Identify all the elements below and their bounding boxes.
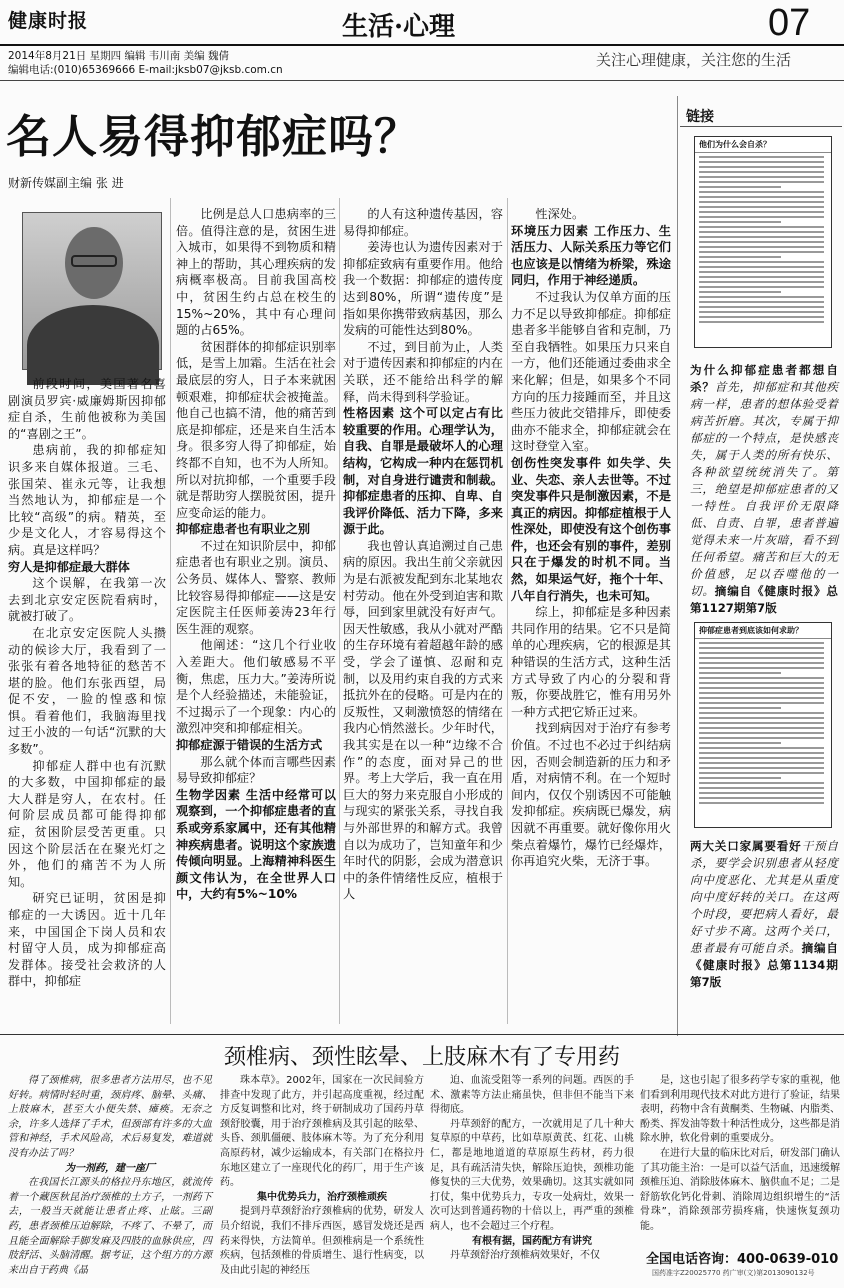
sidebar-item-source: 摘编自《健康时报》总第1127期第7版 [690, 584, 838, 615]
thumbnail-line [699, 772, 824, 774]
thumbnail-line [699, 692, 824, 694]
subheading: 创伤性突发事件 如失学、失业、失恋、亲人去世等。不过突发事件只是制激因素，不是真正的病因。抑郁症植根于人性深处，即使没有这个创伤事件，也还会有别的事件，差别只在于爆发的时机不同。当然，如果运气好，拖个十年、八年自行消失，也未可知。 [511, 455, 671, 603]
thumbnail-line [699, 256, 781, 258]
sidebar-item-2 [690, 838, 838, 991]
thumbnail-line [699, 186, 781, 188]
subheading: 集中优势兵力，治疗颈椎顽疾 [257, 1191, 387, 1203]
thumbnail-line [699, 271, 824, 273]
thumbnail-line [699, 687, 824, 689]
thumbnail-line [699, 702, 824, 704]
subheading: 穷人是抑郁症最大群体 [8, 559, 130, 574]
thumbnail-line [699, 196, 824, 198]
newspaper-logo: 健康时报 [8, 10, 89, 32]
thumbnail-text-lines [695, 642, 831, 804]
paragraph: 在进行大量的临床比对后，研发部门确认了其功能主治：一是可以益气活血，迅速缓解颈椎压迫、消除肢体麻木、脑供血不足；二是舒筋软化钙化骨刺、消除周边组织增生的“活骨珠”，消除颈部劳损疼痛，快速恢复颈功能。 [640, 1147, 840, 1232]
article-headline: 名人易得抑郁症吗？ [6, 110, 421, 163]
subheading: 性格因素 这个可以定占有比较重要的作用。心理学认为，自我、自罪是最破坏人的心理结构，它构成一种内在惩罚机制，对自身进行谴责和制裁。抑郁症患者的压抑、自卑、自我评价降低、活力下降，多来源于此。 [343, 406, 503, 537]
subheading: 生物学因素 生活中经常可以观察到，一个抑郁症患者的直系或旁系家属中，还有其他精神疾病患者。说明这个家族遗传倾向明显。上海精神科医生颜文伟认为，在全世界人口中，大约有5%~10% [176, 787, 336, 902]
contact-info: 编辑电话:(010)65369666 E-mail:jksb07@jksb.com.cn [8, 64, 283, 76]
paragraph: 珠本草》。2002年，国家在一次民间验方排查中发现了此方，并引起高度重视，经过配方反复调整和比对，终于研制成功了国药丹草颈舒胶囊，用于治疗颈椎病及其引起的眩晕、头昏、颈肌僵硬、肢体麻木等。为了充分利用高原药材，减少运输成本，有关部门在格拉丹东地区建立了一座现代化的药厂，用于生产该药。 [220, 1075, 424, 1189]
column-divider [339, 198, 340, 1024]
thumbnail-line [699, 291, 781, 293]
thumbnail-line [699, 166, 824, 168]
thumbnail-line [699, 301, 824, 303]
thumbnail-line [699, 221, 781, 223]
column-divider [507, 198, 508, 1024]
thumbnail-line [699, 787, 824, 789]
author-photo-body [27, 305, 159, 385]
thumbnail-text-lines [695, 156, 831, 323]
ad-column-2 [220, 1074, 424, 1276]
sidebar-item-lead: 为什么抑郁症患者都想自杀？ [690, 363, 838, 394]
paragraph: 姜涛也认为遗传因素对于抑郁症致病有重要作用。他给我一个数据：抑郁症的遗传度达到80%，所谓“遗传度”是指如果你携带致病基因，那么发病的可能性达到80%。 [343, 240, 503, 338]
thumbnail-line [699, 246, 824, 248]
thumbnail-line [699, 306, 824, 308]
sidebar-item-body: 干预自杀，要学会识别患者从轻度向中度恶化、尤其是从重度向中度好转的关口。在这两个时段，要把病人看好，最好寸步不离。这两个关口，患者最有可能自杀。 [690, 839, 838, 955]
thumbnail-line [699, 712, 824, 714]
sidebar-item-source: 摘编自《健康时报》总第1134期第7版 [690, 941, 838, 989]
subheading: 抑郁症患者也有职业之别 [176, 522, 311, 537]
issue-info: 2014年8月21日 星期四 编辑 韦川南 美编 魏倩 [8, 50, 229, 62]
paragraph: 丹草颈舒治疗颈椎病效果好，不仅 [450, 1250, 600, 1262]
thumbnail-line [699, 251, 824, 253]
thumbnail-line [699, 316, 824, 318]
thumbnail-line [699, 181, 824, 183]
article-column-2 [176, 206, 336, 1024]
paragraph: 我也曾认真追溯过自己患病的原因。我出生前父亲就因为是右派被发配到东北某地农村劳动。他在外受到迫害和欺辱，回到家里就没有好声气。因天性敏感，我从小就对严酷的生存环境有着超越年龄的感受，学会了谨慎、忍耐和克制，以及用约束自我的方式来抵抗外在的侵略。可是内在的反叛性，又刺激愤怒的情绪在我内心悄然滋长。少年时代，我其实是在以一种“边缘不合作”的态度，面对异己的世界。考上大学后，我一直在用巨大的努力来克服自小形成的与现实的紧张关系，寻找自我与外部世界的和解方式。我曾自以为成功了，岂知童年和少年时代的阴影，会成为潜意识中的条件情绪性反应，植根于人 [343, 538, 503, 902]
paragraph: 这个误解，在我第一次去到北京安定医院看病时，就被打破了。 [8, 576, 166, 624]
thumbnail-line [699, 662, 824, 664]
paragraph: 在我国长江源头的格拉丹东地区，就流传着一个藏医秋昆治疗颈椎的土方子，一剂药下去，一般当天就能让患者止疼、止眩。三副药，患者颈椎压迫解除，不疼了、不晕了，而且能全面解除手脚发麻及四肢的血脉供应，四肢舒活、头脑清醒。据考证，这个组方的方源来出自于药典《晶 [8, 1177, 212, 1276]
thumbnail-title: 他们为什么会自杀？ [695, 137, 831, 153]
related-page-thumbnail [694, 136, 832, 348]
thumbnail-line [699, 261, 824, 263]
thumbnail-line [699, 311, 824, 313]
thumbnail-line [699, 206, 824, 208]
thumbnail-line [699, 176, 824, 178]
thumbnail-line [699, 191, 824, 193]
sidebar-item-lead: 两大关口家属要看好 [690, 839, 802, 853]
ad-headline: 颈椎病、颈性眩晕、上肢麻木有了专用药 [223, 1045, 620, 1070]
ad-column-4 [640, 1074, 840, 1246]
thumbnail-line [699, 707, 781, 709]
thumbnail-line [699, 722, 824, 724]
paragraph: 研究已证明，贫困是抑郁症的一大诱因。近十几年来，中国国企下岗人员和农村留守人员，成为抑郁症高发群体。接受社会救济的人群中，抑郁症 [8, 891, 166, 989]
thumbnail-line [699, 682, 824, 684]
section-title: 生活·心理 [342, 12, 456, 42]
header-rule-bottom [0, 80, 844, 81]
article-column-4 [511, 206, 671, 1024]
thumbnail-line [699, 647, 824, 649]
paragraph: 的人有这种遗传基因，容易得抑郁症。 [343, 207, 503, 238]
section-slogan: 关注心理健康，关注您的生活 [596, 51, 792, 69]
thumbnail-line [699, 296, 824, 298]
paragraph: 不过，到目前为止，人类对于遗传因素和抑郁症的内在关联，还不能给出科学的解释，尚未得到科学验证。 [343, 339, 503, 404]
thumbnail-line [699, 286, 824, 288]
sidebar-title-rule [680, 126, 842, 127]
ad-column-1 [8, 1074, 212, 1276]
paragraph: 患病前，我的抑郁症知识多来自媒体报道。三毛、张国荣、崔永元等，让我想当然地认为，抑郁症是一个比较“高级”的病。精英，至少是文化人，才容易得这个病。真是这样吗？ [8, 443, 166, 557]
paragraph: 在北京安定医院人头攒动的候诊大厅，我看到了一张张有着各地特征的愁苦不堪的脸。他们东张西望，局促不安，一脸的惶惑和惊惧。看着他们，我脑海里找过王小波的一句话“沉默的大多数”。 [8, 625, 166, 757]
thumbnail-title: 抑郁症患者到底该如何求助？ [695, 623, 831, 639]
thumbnail-line [699, 672, 781, 674]
thumbnail-line [699, 782, 824, 784]
thumbnail-line [699, 231, 824, 233]
thumbnail-line [699, 737, 824, 739]
article-column-3 [343, 206, 503, 1024]
sidebar-item-1 [690, 362, 838, 617]
paragraph: 不过我认为仅单方面的压力不足以导致抑郁症。抑郁症患者多半能够自省和克制，乃至自我牺牲。如果压力只来自一方，他们还能通过委曲求全来化解；但是，如果多个不同方向的压力接踵而至，并且这些压力彼此交错排斥，即使委曲亦不能求全，抑郁症就会在这时登堂入室。 [511, 289, 671, 454]
thumbnail-line [699, 762, 824, 764]
subheading: 抑郁症源于错误的生活方式 [176, 738, 323, 752]
thumbnail-line [699, 201, 824, 203]
thumbnail-line [699, 321, 824, 323]
thumbnail-line [699, 677, 824, 679]
paragraph: 得了颈椎病，很多患者方法用尽，也不见好转。病情时轻时重，颈肩疼、脑晕、头痛、上肢麻木，甚至大小便失禁、瘫痪。无奈之余，许多人选择了手术，但颈部有许多的大血管和神经，手术风险高，术后易复发，难道就没有办法了吗？ [8, 1075, 212, 1159]
paragraph: 不过在知识阶层中，抑郁症患者也有职业之别。演员、公务员、媒体人、警察、教师比较容易得抑郁症——这是安定医院主任医师姜涛23年行医生涯的观察。 [176, 538, 336, 636]
subheading: 有根有据，国药配方有讲究 [472, 1235, 592, 1247]
thumbnail-line [699, 236, 824, 238]
thumbnail-line [699, 161, 824, 163]
ad-divider [0, 1034, 844, 1035]
subheading: 为一剂药，建一座厂 [65, 1162, 155, 1174]
column-divider [170, 198, 171, 1024]
thumbnail-line [699, 657, 824, 659]
subheading: 环境压力因素 工作压力、生活压力、人际关系压力等它们也应该是以情绪为桥梁，殊途同归，作用于神经递质。 [511, 223, 671, 288]
thumbnail-line [699, 156, 824, 158]
thumbnail-line [699, 226, 824, 228]
paragraph: 比例是总人口患病率的三倍。值得注意的是，贫困生进入城市，如果得不到物质和精神上的帮助，其心理疾病的发病概率极高。目前我国高校中，贫困生约占总在校生的15%~20%，其中有心理问题的占65%。 [176, 207, 336, 338]
thumbnail-line [699, 241, 824, 243]
sidebar-item-body: 首先，抑郁症和其他疾病一样，患者的想体验受着病苦折磨。其次，专属于抑郁症的一个特点，是快感丧失，属于人类的所有快乐、各种欲望统统消失了。第三，绝望是抑郁症患者的又一特性。自我评价无限降低、自责、自罪，患者普遍觉得未来一片灰暗，看不到任何希望。痛苦和巨大的无价值感，足以吞噬他的一切。 [690, 380, 838, 598]
paragraph: 综上，抑郁症是多种因素共同作用的结果。它不只是简单的心理疾病，它的根源是其种错误的生活方式，这种生活方式导致了内心的分裂和背叛，你要战胜它，惟有用另外一种方式把它矫正过来。 [511, 605, 671, 719]
thumbnail-line [699, 281, 824, 283]
paragraph: 抑郁症人群中也有沉默的大多数，中国抑郁症的最大人群是穷人，在农村。任何阶层成员都可能得抑郁症，贫困阶层受苦更重。只因这个阶层活在在聚光灯之外，他们的痛苦不为人所知。 [8, 758, 166, 889]
thumbnail-line [699, 652, 824, 654]
thumbnail-line [699, 697, 824, 699]
paragraph: 找到病因对于治疗有参考价值。不过也不必过于纠结病因，否则会制造新的压力和矛盾，对病情不利。在一个短时间内，仅仅个别诱因不可能触发抑郁症。疾病既已爆发，病因就不再重要。就好像你用火柴点着爆竹，爆竹已经爆炸，你再追究火柴，无济于事。 [511, 721, 671, 869]
sidebar-title: 链接 [686, 109, 714, 125]
author-photo-glasses [71, 255, 117, 267]
thumbnail-line [699, 216, 824, 218]
ad-phone: 全国电话咨询：400-0639-010 [646, 1252, 839, 1267]
article-column-1 [8, 376, 166, 1024]
thumbnail-line [699, 792, 824, 794]
thumbnail-line [699, 727, 824, 729]
thumbnail-line [699, 767, 824, 769]
related-page-thumbnail [694, 622, 832, 828]
ad-column-3 [430, 1074, 634, 1264]
thumbnail-line [699, 642, 824, 644]
thumbnail-line [699, 732, 824, 734]
thumbnail-line [699, 276, 824, 278]
paragraph: 性深处。 [535, 207, 585, 221]
thumbnail-line [699, 757, 824, 759]
paragraph: 贫困群体的抑郁症识别率低，是雪上加霜。生活在社会最底层的穷人，日子本来就困顿艰难，抑郁症状会被掩盖。他自己也搞不清，他的痛苦到底是抑郁症，还是来自生活本身。很多穷人得了抑郁症，始终都不自知，也不为人所知。所以对抗抑郁，一个重要手段就是帮助穷人摆脱贫困，提升应变命运的能力。 [176, 339, 336, 520]
thumbnail-line [699, 211, 824, 213]
paragraph: 提到丹草颈舒治疗颈椎病的优势，研发人员介绍说，我们不排斥西医，感冒发烧还是西药来得快，方法简单。但颈椎病是一个系统性疾病，包括颈椎的骨质增生、退行性病变，以及由此引起的神经压 [220, 1206, 424, 1276]
sidebar-divider [677, 96, 678, 1036]
paragraph: 他阐述：“这几个行业收入差距大。他们敏感易不平衡，焦虑，压力大。”姜涛所说是个人经验描述，未能验证，不过揭示了一个现象：内心的激烈冲突和抑郁症相关。 [176, 638, 336, 736]
paragraph: 是，这也引起了很多药学专家的重视，他们看到利用现代技术对此方进行了验证，结果表明，药物中含有黄酮类、生物碱、内脂类、酚类、挥发油等数十种活性成分，这些都是消除水肿，软化骨刺的重要成分。 [640, 1075, 840, 1145]
thumbnail-line [699, 717, 824, 719]
thumbnail-line [699, 171, 824, 173]
page-number: 07 [768, 2, 811, 44]
paragraph: 前段时间，美国著名喜剧演员罗宾·威廉姆斯因抑郁症自杀，生前他被称为美国的“喜剧之王”。 [8, 377, 166, 441]
thumbnail-line [699, 777, 781, 779]
thumbnail-line [699, 752, 824, 754]
ad-approval-number: 国药准字Z20025770 药广审(文)第2013090132号 [652, 1269, 815, 1277]
thumbnail-line [699, 667, 824, 669]
thumbnail-line [699, 747, 824, 749]
thumbnail-line [699, 742, 781, 744]
header-rule [0, 44, 844, 46]
thumbnail-line [699, 797, 824, 799]
paragraph: 那么就个体而言哪些因素易导致抑郁症？ [176, 754, 336, 786]
paragraph: 丹草颈舒的配方，一次就用足了几十种大复草原的中草药，比如草原黄芪、红花、山桃仁，都是地地道道的草原原生药材，药力很足，具有疏活清失快，解除压迫快，颈椎功能修复快的三大优势，效果确切。这其实就如同打仗，集中优势兵力，专攻一处病灶，效果一次可达到普通药物的十倍以上，再严重的颈椎病人，也不会超过三个疗程。 [430, 1118, 634, 1232]
paragraph: 迫、血流受阻等一系列的问题。西医的手术、激素等方法止痛虽快，但非但不能当下来得彻底。 [430, 1075, 634, 1116]
thumbnail-line [699, 266, 824, 268]
thumbnail-line [699, 802, 824, 804]
article-byline: 财新传媒副主编 张 进 [8, 176, 124, 190]
author-photo [22, 212, 162, 370]
